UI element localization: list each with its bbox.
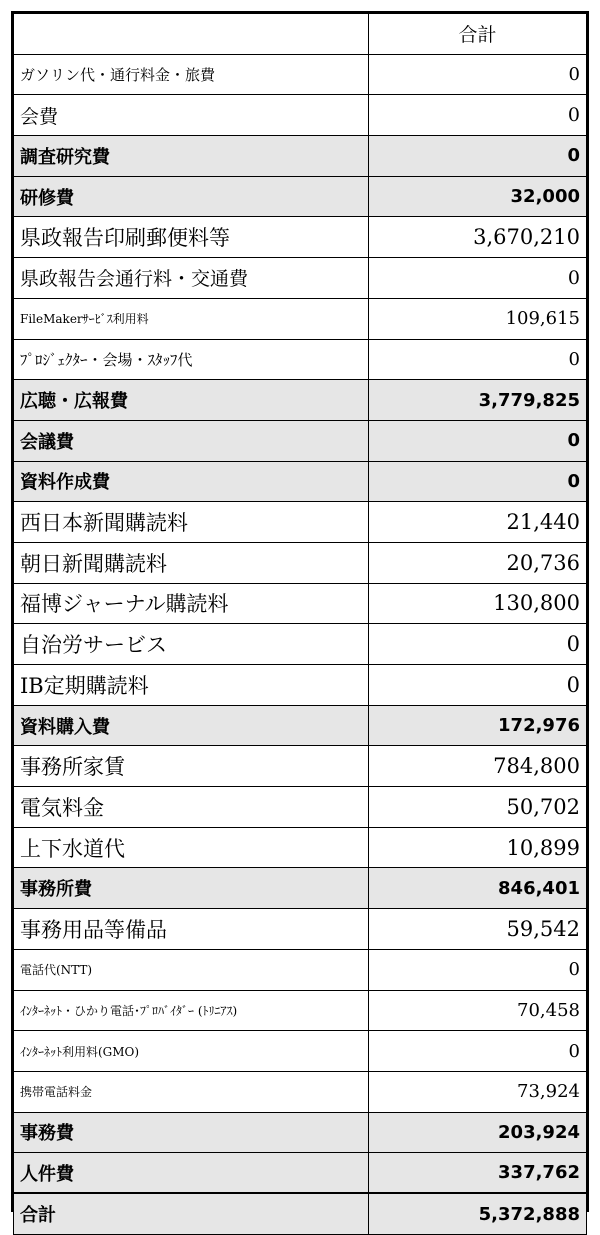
- subtotal-row: [14, 868, 587, 909]
- row-label: 電話代(NTT): [14, 949, 369, 990]
- table-row: [14, 502, 587, 543]
- expense-sheet: [11, 11, 589, 1227]
- row-value: 32,000: [369, 176, 587, 217]
- row-value: 0: [369, 420, 587, 461]
- row-label: FileMakerｻｰﾋﾞｽ利用料: [14, 298, 369, 339]
- row-value: 50,702: [369, 787, 587, 828]
- row-label: 研修費: [14, 176, 369, 217]
- row-value: 20,736: [369, 542, 587, 583]
- table-row: [14, 1031, 587, 1072]
- row-value: 0: [369, 136, 587, 177]
- row-value: 3,670,210: [369, 217, 587, 258]
- subtotal-row: [14, 1112, 587, 1153]
- row-value: 0: [369, 339, 587, 380]
- row-label: 事務費: [14, 1112, 369, 1153]
- row-value: 109,615: [369, 298, 587, 339]
- table-row: [14, 95, 587, 136]
- row-label: 調査研究費: [14, 136, 369, 177]
- table-row: [14, 990, 587, 1031]
- row-value: 846,401: [369, 868, 587, 909]
- row-value: 0: [369, 54, 587, 95]
- row-label: 朝日新聞購読料: [14, 542, 369, 583]
- table-row: [14, 298, 587, 339]
- subtotal-row: [14, 705, 587, 746]
- row-value: 0: [369, 624, 587, 665]
- row-value: 59,542: [369, 909, 587, 950]
- row-value: 73,924: [369, 1071, 587, 1112]
- table-row: [14, 827, 587, 868]
- row-value: 0: [369, 949, 587, 990]
- table-row: [14, 949, 587, 990]
- subtotal-row: [14, 461, 587, 502]
- row-label: ｲﾝﾀｰﾈｯﾄ・ひかり電話･ﾌﾟﾛﾊﾞｲﾀﾞｰ (ﾄﾘﾆｱｽ): [14, 990, 369, 1031]
- subtotal-row: [14, 420, 587, 461]
- table-row: [14, 54, 587, 95]
- row-value: 5,372,888: [369, 1193, 587, 1234]
- header-row: [14, 14, 587, 55]
- row-label: 西日本新聞購読料: [14, 502, 369, 543]
- table-row: [14, 542, 587, 583]
- row-value: 0: [369, 665, 587, 706]
- row-value: 0: [369, 258, 587, 299]
- table-row: [14, 258, 587, 299]
- row-value: 21,440: [369, 502, 587, 543]
- row-label: 県政報告会通行料・交通費: [14, 258, 369, 299]
- row-label: 事務用品等備品: [14, 909, 369, 950]
- row-label: 広聴・広報費: [14, 380, 369, 421]
- table-row: [14, 624, 587, 665]
- table-row: [14, 583, 587, 624]
- row-value: 0: [369, 95, 587, 136]
- row-label: 事務所費: [14, 868, 369, 909]
- table-row: [14, 217, 587, 258]
- subtotal-row: [14, 380, 587, 421]
- header-total-cell: 合計: [369, 14, 587, 55]
- subtotal-row: [14, 1153, 587, 1194]
- table-row: [14, 746, 587, 787]
- table-body: [14, 54, 587, 1234]
- table-row: [14, 339, 587, 380]
- table-row: [14, 787, 587, 828]
- expense-table: [13, 13, 587, 1235]
- row-label: 自治労サービス: [14, 624, 369, 665]
- row-label: 県政報告印刷郵便料等: [14, 217, 369, 258]
- row-label: 会費: [14, 95, 369, 136]
- row-value: 0: [369, 1031, 587, 1072]
- row-label: IB定期購読料: [14, 665, 369, 706]
- row-label: ガソリン代・通行料金・旅費: [14, 54, 369, 95]
- row-label: ﾌﾟﾛｼﾞｪｸﾀｰ・会場・ｽﾀｯﾌ代: [14, 339, 369, 380]
- grand-total-row: [14, 1193, 587, 1234]
- row-value: 10,899: [369, 827, 587, 868]
- row-label: 資料購入費: [14, 705, 369, 746]
- row-value: 3,779,825: [369, 380, 587, 421]
- row-label: 上下水道代: [14, 827, 369, 868]
- row-value: 172,976: [369, 705, 587, 746]
- row-label: 福博ジャーナル購読料: [14, 583, 369, 624]
- row-value: 784,800: [369, 746, 587, 787]
- row-label: 資料作成費: [14, 461, 369, 502]
- row-label: ｲﾝﾀｰﾈｯﾄ利用料(GMO): [14, 1031, 369, 1072]
- row-value: 337,762: [369, 1153, 587, 1194]
- header-label-cell: [14, 14, 369, 55]
- row-value: 203,924: [369, 1112, 587, 1153]
- table-row: [14, 1071, 587, 1112]
- row-label: 事務所家賃: [14, 746, 369, 787]
- table-row: [14, 909, 587, 950]
- row-label: 合計: [14, 1193, 369, 1234]
- subtotal-row: [14, 136, 587, 177]
- row-label: 会議費: [14, 420, 369, 461]
- row-label: 電気料金: [14, 787, 369, 828]
- row-value: 70,458: [369, 990, 587, 1031]
- subtotal-row: [14, 176, 587, 217]
- row-label: 携帯電話料金: [14, 1071, 369, 1112]
- row-label: 人件費: [14, 1153, 369, 1194]
- row-value: 0: [369, 461, 587, 502]
- row-value: 130,800: [369, 583, 587, 624]
- table-row: [14, 665, 587, 706]
